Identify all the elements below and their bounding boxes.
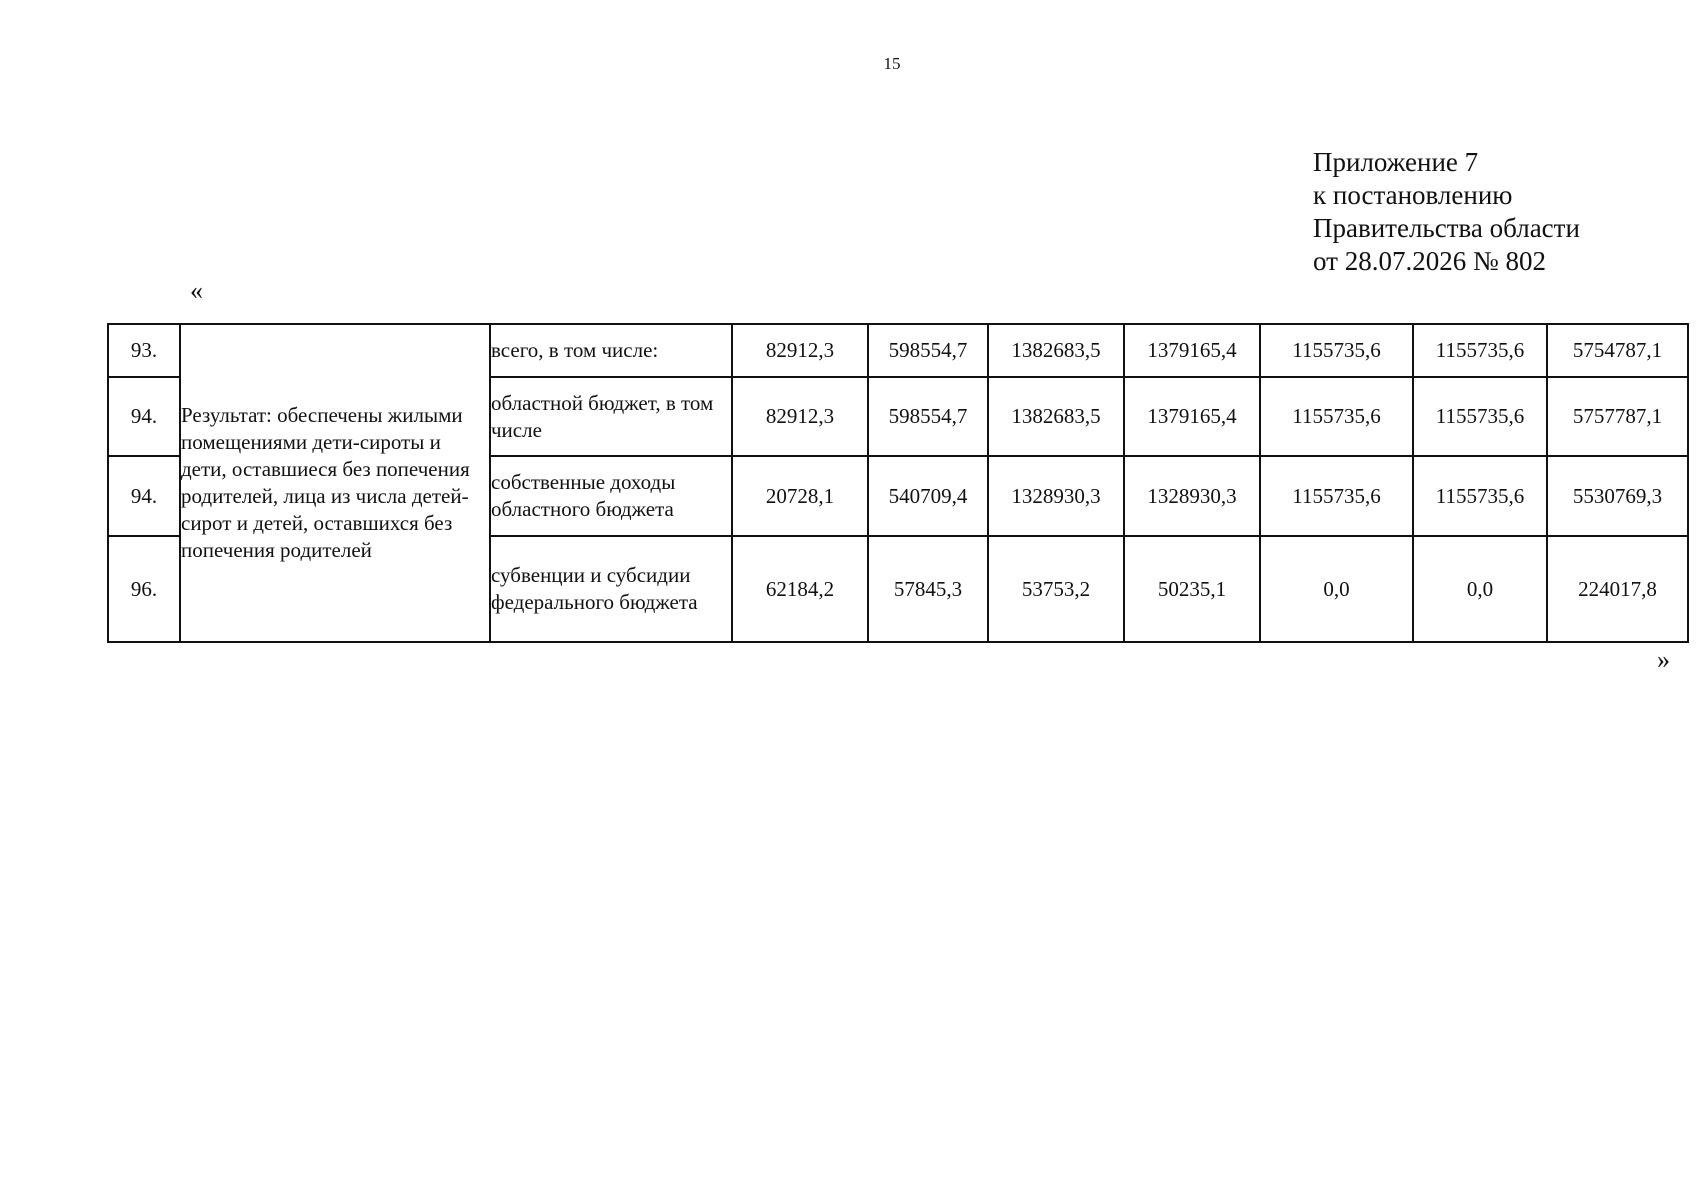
row-number: 96. xyxy=(108,536,180,642)
value-cell: 1155735,6 xyxy=(1413,377,1547,456)
value-cell: 1155735,6 xyxy=(1260,456,1413,536)
appendix-header xyxy=(1313,146,1580,278)
opening-quote: « xyxy=(190,276,203,305)
appendix-authority: Правительства области xyxy=(1313,213,1580,243)
value-cell: 82912,3 xyxy=(732,324,868,377)
table-row xyxy=(108,324,1688,377)
value-cell: 540709,4 xyxy=(868,456,988,536)
value-cell: 1155735,6 xyxy=(1413,456,1547,536)
value-cell: 53753,2 xyxy=(988,536,1124,642)
value-cell: 0,0 xyxy=(1260,536,1413,642)
value-cell: 1379165,4 xyxy=(1124,377,1260,456)
appendix-title: Приложение 7 xyxy=(1313,147,1479,177)
budget-table xyxy=(107,323,1689,643)
funding-source: собственные доходы областного бюджета xyxy=(490,456,732,536)
value-cell: 1382683,5 xyxy=(988,377,1124,456)
value-cell: 1328930,3 xyxy=(1124,456,1260,536)
funding-source: субвенции и субсидии федерального бюджета xyxy=(490,536,732,642)
value-cell: 1382683,5 xyxy=(988,324,1124,377)
closing-quote: » xyxy=(1657,645,1670,674)
value-cell: 1155735,6 xyxy=(1260,377,1413,456)
appendix-reference: к постановлению xyxy=(1313,180,1513,210)
value-cell: 598554,7 xyxy=(868,324,988,377)
value-cell: 1379165,4 xyxy=(1124,324,1260,377)
value-cell: 598554,7 xyxy=(868,377,988,456)
row-number: 94. xyxy=(108,377,180,456)
total-cell: 224017,8 xyxy=(1547,536,1688,642)
value-cell: 57845,3 xyxy=(868,536,988,642)
page-number: 15 xyxy=(883,54,901,73)
total-cell: 5754787,1 xyxy=(1547,324,1688,377)
row-number: 93. xyxy=(108,324,180,377)
value-cell: 20728,1 xyxy=(732,456,868,536)
result-description: Результат: обеспечены жилыми помещениями дети-сироты и дети, оставшиеся без попечения родителей, лица из числа детей-сирот и детей, оставшихся без попечения родителей xyxy=(180,324,490,642)
total-cell: 5757787,1 xyxy=(1547,377,1688,456)
appendix-date-number: от 28.07.2026 № 802 xyxy=(1313,246,1546,276)
value-cell: 0,0 xyxy=(1413,536,1547,642)
value-cell: 1155735,6 xyxy=(1260,324,1413,377)
value-cell: 1155735,6 xyxy=(1413,324,1547,377)
value-cell: 62184,2 xyxy=(732,536,868,642)
row-number: 94. xyxy=(108,456,180,536)
value-cell: 50235,1 xyxy=(1124,536,1260,642)
funding-source: всего, в том числе: xyxy=(490,324,732,377)
value-cell: 1328930,3 xyxy=(988,456,1124,536)
value-cell: 82912,3 xyxy=(732,377,868,456)
funding-source: областной бюджет, в том числе xyxy=(490,377,732,456)
total-cell: 5530769,3 xyxy=(1547,456,1688,536)
